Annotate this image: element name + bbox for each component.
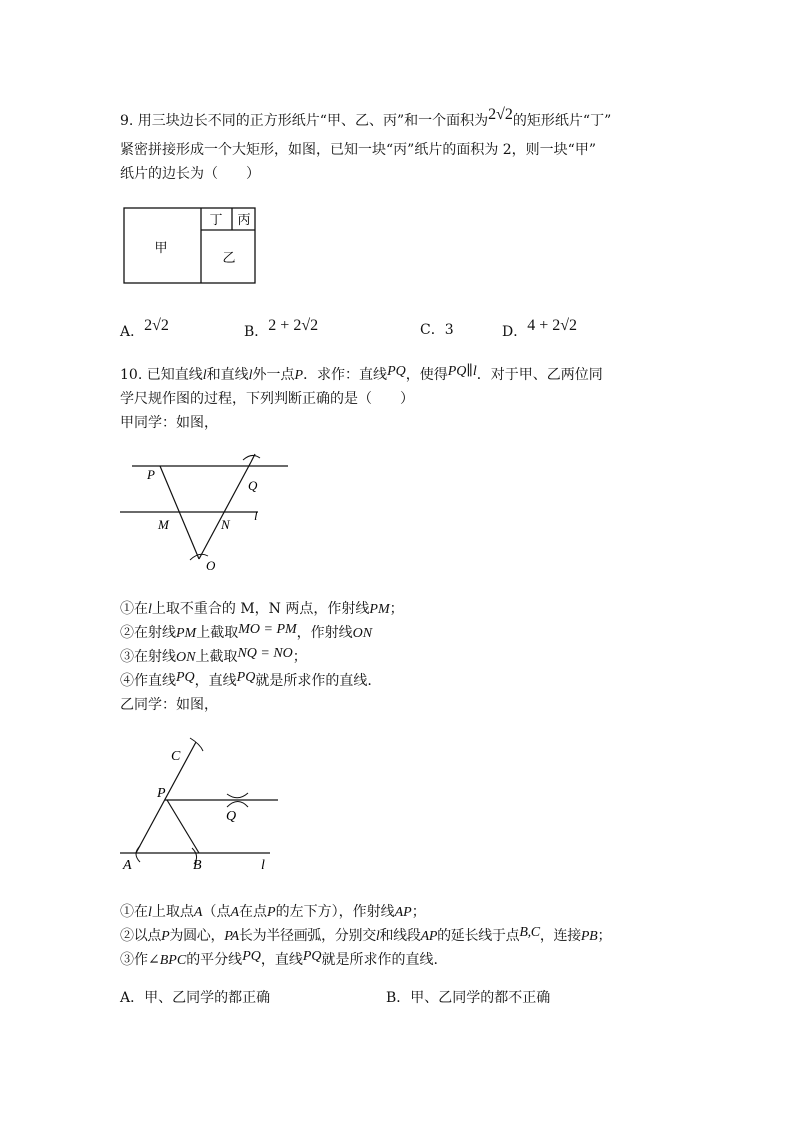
q10-line1: 10. 已知直线l和直线l外一点P．求作：直线PQ，使得PQ∥l．对于甲、乙两位同 bbox=[120, 364, 603, 383]
jia-label-Q: Q bbox=[248, 478, 258, 493]
q10-jia-figure bbox=[120, 456, 300, 576]
yi-label-B: B bbox=[193, 858, 202, 873]
yi-step-1: ①在l上取点A（点A在点P的左下方），作射线AP； bbox=[120, 904, 426, 920]
q10-option-b[interactable]: B．甲、乙同学的都不正确 bbox=[386, 990, 551, 1006]
jia-label-l: l bbox=[254, 508, 258, 523]
jia-label-P: P bbox=[147, 467, 155, 482]
label-bing: 丙 bbox=[237, 212, 251, 227]
jia-step-1: ①在l上取不重合的 M，N 两点，作射线PM； bbox=[120, 601, 404, 617]
q9-line2: 紧密拼接形成一个大矩形，如图，已知一块“丙”纸片的面积为 2，则一块“甲” bbox=[120, 142, 596, 158]
jia-label-N: N bbox=[221, 517, 230, 532]
yi-step-2: ②以点P为圆心，PA长为半径画弧，分别交l和线段AP的延长线于点B,C，连接PB； bbox=[120, 925, 612, 944]
q10-yi-figure bbox=[120, 738, 300, 876]
jia-label-M: M bbox=[158, 517, 169, 532]
q9-option-a[interactable]: A．2√2 bbox=[120, 317, 169, 340]
yi-label-C: C bbox=[171, 749, 181, 764]
yi-label-Q: Q bbox=[226, 809, 237, 824]
q10-yi-intro: 乙同学：如图， bbox=[120, 697, 218, 713]
yi-label-l: l bbox=[261, 858, 265, 873]
q10-line2: 学尺规作图的过程，下列判断正确的是（ ） bbox=[120, 391, 414, 407]
q9-option-d[interactable]: D．4 + 2√2 bbox=[502, 317, 578, 340]
label-ding: 丁 bbox=[209, 212, 223, 227]
jia-label-O: O bbox=[206, 558, 216, 573]
yi-step-3: ③作∠BPC的平分线PQ，直线PQ就是所求作的直线. bbox=[120, 949, 438, 968]
q10-option-a[interactable]: A．甲、乙同学的都正确 bbox=[120, 990, 271, 1006]
q9-line1: 9. 用三块边长不同的正方形纸片“甲、乙、丙”和一个面积为2√2的矩形纸片“丁” bbox=[120, 106, 612, 129]
jia-step-3: ③在射线ON上截取NQ = NO； bbox=[120, 646, 307, 665]
label-jia: 甲 bbox=[154, 240, 168, 255]
jia-step-2: ②在射线PM上截取MO = PM，作射线ON bbox=[120, 622, 373, 641]
jia-step-4: ④作直线PQ，直线PQ就是所求作的直线. bbox=[120, 670, 372, 689]
math-2sqrt2: 2√2 bbox=[488, 106, 513, 123]
q9-option-c[interactable]: C．3 bbox=[420, 322, 454, 338]
q9-figure bbox=[123, 207, 257, 285]
yi-label-A: A bbox=[123, 858, 132, 873]
label-yi: 乙 bbox=[222, 250, 236, 265]
q9-option-b[interactable]: B．2 + 2√2 bbox=[244, 317, 319, 340]
q10-jia-intro: 甲同学：如图， bbox=[120, 415, 218, 431]
q9-line3: 纸片的边长为（ ） bbox=[120, 166, 260, 182]
yi-label-P: P bbox=[157, 786, 166, 801]
